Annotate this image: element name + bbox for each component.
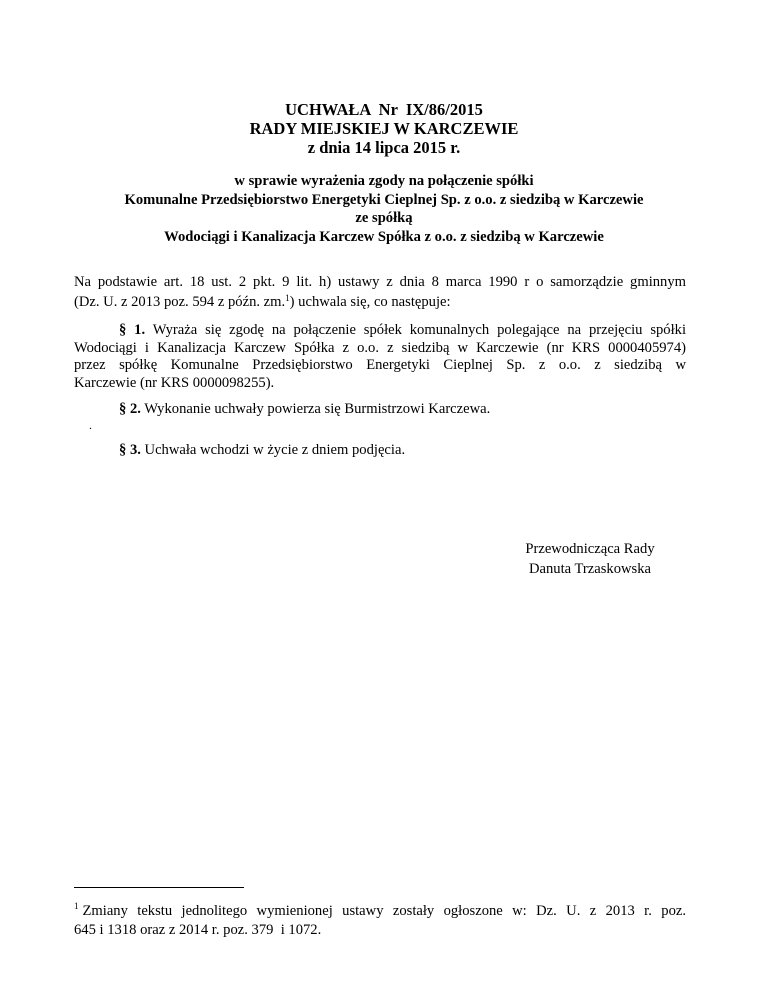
resolution-title [0, 100, 768, 157]
section-3-label: § 3. [119, 442, 141, 458]
subject-line-2: Komunalne Przedsiębiorstwo Energetyki Cieplnej Sp. z o.o. z siedzibą w Karczewie [124, 191, 644, 208]
section-2-text: Wykonanie uchwały powierza się Burmistrzowi Karczewa. [140, 401, 491, 417]
footnote-reference: 1 [285, 293, 290, 303]
section-1-text-1: Wyraża się zgodę na połączenie spółek komunalnych polegające na przejęciu spółki [145, 322, 687, 338]
section-1-line-2: Wodociągi i Kanalizacja Karczew Spółka z o.o. z siedzibą w Karczewie (nr KRS 0000405974) [74, 339, 686, 356]
footnote [74, 902, 686, 940]
resolution-number: UCHWAŁA Nr IX/86/2015 [285, 100, 483, 119]
resolution-subject [0, 172, 768, 246]
signatory-role: Przewodnicząca Rady [525, 541, 655, 557]
footnote-separator [74, 887, 244, 888]
legal-basis-line-2 [74, 292, 686, 312]
section-1-line-3: przez spółkę Komunalne Przedsiębiorstwo Energetyki Cieplnej Sp. z o.o. z siedzibą w [74, 357, 686, 373]
footnote-line-2: 645 i 1318 oraz z 2014 r. poz. 379 i 1072. [74, 922, 322, 938]
subject-line-1: w sprawie wyrażenia zgody na połączenie spółki [234, 173, 534, 189]
legal-basis [74, 272, 686, 312]
resolution-date: z dnia 14 lipca 2015 r. [307, 138, 461, 157]
legal-basis-line-1: Na podstawie art. 18 ust. 2 pkt. 9 lit. h) ustawy z dnia 8 marca 1990 r o samorządzie gminnym [74, 274, 686, 290]
section-1-line-4: Karczewie (nr KRS 0000098255). [74, 374, 275, 391]
footnote-text-1: Zmiany tekstu jednolitego wymienionej ustawy zostały ogłoszone w: Dz. U. z 2013 r. poz. [82, 903, 686, 919]
section-3 [119, 440, 679, 460]
council-name: RADY MIEJSKIEJ W KARCZEWIE [249, 119, 519, 138]
legal-basis-citation: (Dz. U. z 2013 poz. 594 z późn. zm. [74, 294, 286, 310]
subject-line-3: ze spółką [355, 210, 413, 226]
section-1 [74, 322, 686, 392]
footnote-line-1 [74, 902, 686, 921]
section-3-text: Uchwała wchodzi w życie z dniem podjęcia. [140, 442, 406, 458]
signatory-name: Danuta Trzaskowska [528, 561, 651, 577]
section-1-label: § 1. [119, 322, 146, 338]
section-2-label: § 2. [119, 401, 141, 417]
section-2 [119, 399, 679, 419]
subject-line-4: Wodociągi i Kanalizacja Karczew Spółka z o.o. z siedzibą w Karczewie [164, 228, 604, 245]
footnote-marker: 1 [74, 901, 79, 911]
legal-basis-closing: ) uchwala się, co następuje: [289, 294, 451, 310]
stray-dot: . [89, 418, 92, 432]
signature-block [512, 539, 668, 579]
section-1-line-1 [74, 322, 686, 340]
